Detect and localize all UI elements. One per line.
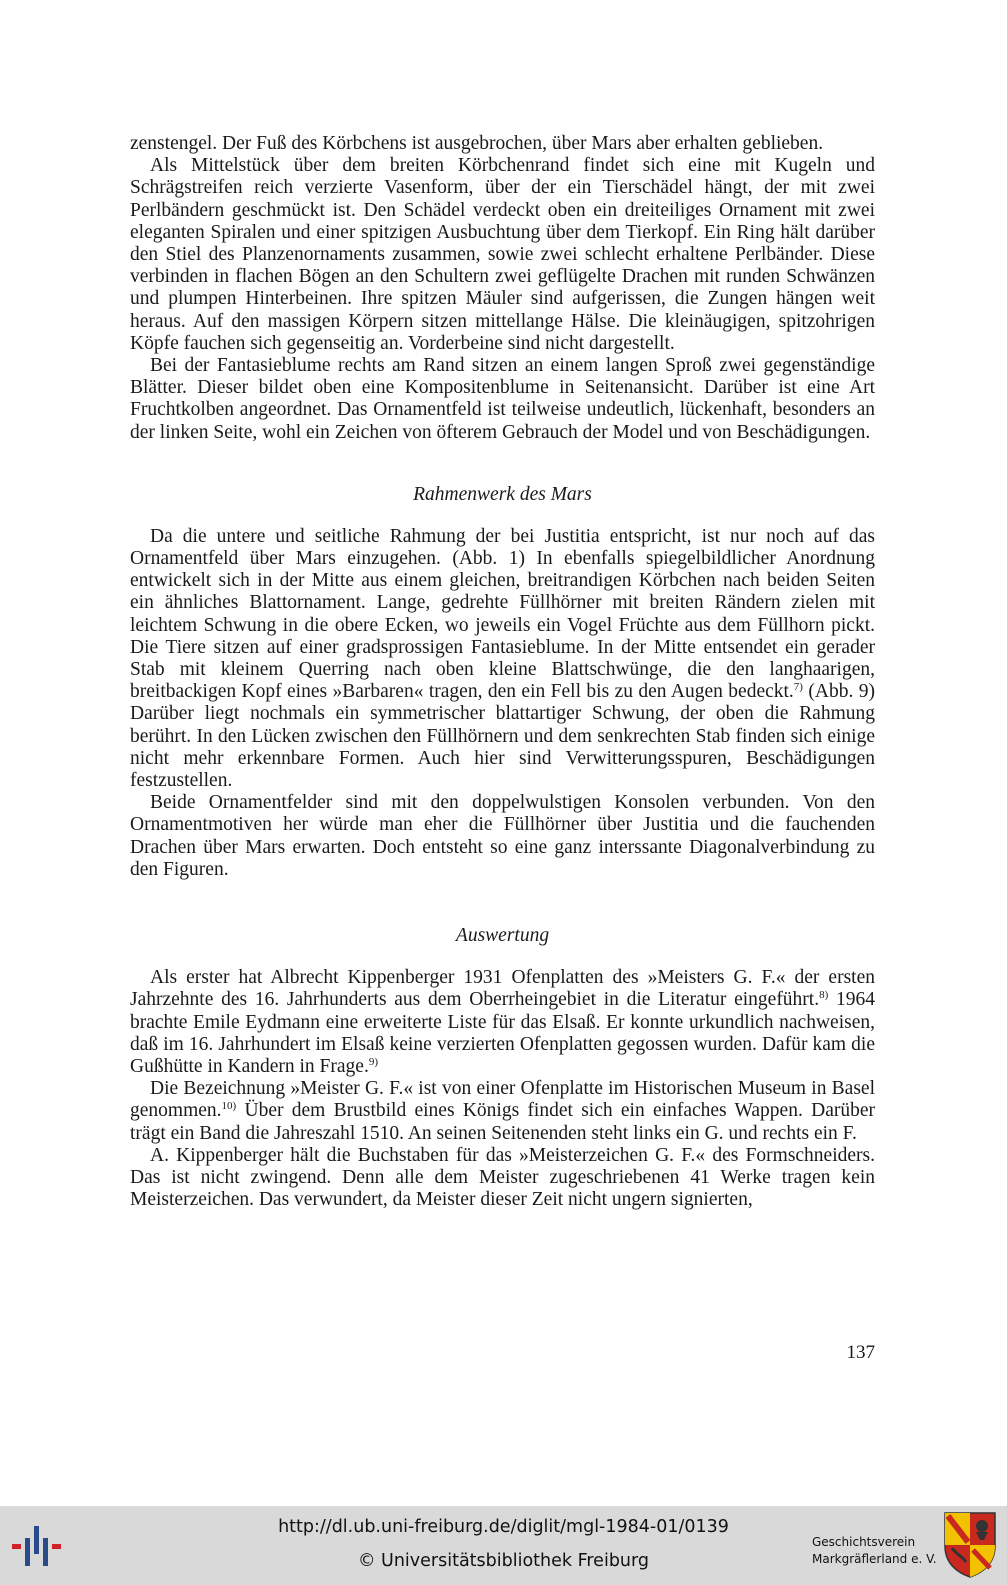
society-name-line: Markgräflerland e. V. (812, 1552, 937, 1566)
footnote-ref: 9) (368, 1055, 378, 1068)
paragraph: zenstengel. Der Fuß des Körbchens ist ausgebrochen, über Mars aber erhalten geblieben. (130, 133, 824, 154)
paragraph: Beide Ornamentfelder sind mit den doppelwulstigen Konsolen verbunden. Von den Ornamentmotiven her würde man eher die Füllhörner über Justitia und die fauchenden Drachen über Mars erwarten. Doch entsteht so eine ganz interssante Diagonalverbindung zu den Figuren. (130, 792, 875, 880)
paragraph (130, 1078, 875, 1145)
paragraph: Als Mittelstück über dem breiten Körbchenrand findet sich eine mit Kugeln und Schrägstreifen reich verzierte Vasenform, über der ein Tierschädel hängt, der mit zwei Perlbändern geschmückt ist. Den Schädel verdeckt oben ein dreiteiliges Ornament mit zwei eleganten Spiralen und einer spitzigen Ausbuchtung über dem Tierkopf. Ein Ring hält darüber den Stiel des Planzenornaments zusammen, sowie zwei schlecht erhaltene Perlbänder. Diese verbinden in flachen Bögen an den Schultern zwei geflügelte Drachen mit runden Schwänzen und plumpen Hinterbeinen. Ihre spitzen Mäuler sind aufgerissen, die Zungen hängen weit heraus. Auf den massigen Körpern sitzen mittellange Hälse. Die kleinäugigen, spitzohrigen Köpfe fauchen sich gegenseitig an. Vorderbeine sind nicht dargestellt. (130, 155, 875, 354)
section-heading-auswertung: Auswertung (455, 925, 550, 947)
society-name-line: Geschichtsverein (812, 1535, 916, 1549)
document-url-link[interactable]: http://dl.ub.uni-freiburg.de/diglit/mgl-1984-01/0139 (278, 1517, 729, 1537)
paragraph-text: (Abb. 9) Darüber liegt nochmals ein symmetrischer blattartiger Schwung, der oben die Rahmung berührt. In den Lücken zwischen den Füllhörnern und dem senkrechten Stab finden sich einige nicht mehr erkennbare Formen. Auch hier sind Verwitterungsspuren, Beschädigungen festzustellen. (130, 681, 875, 792)
society-name (812, 1534, 937, 1568)
paragraph: Bei der Fantasieblume rechts am Rand sitzen an einem langen Sproß zwei gegenständige Blätter. Dieser bildet oben eine Kompositenblume in Seitenansicht. Darüber ist eine Art Fruchtkolben angeordnet. Das Ornamentfeld ist teilweise undeutlich, lückenhaft, besonders an der linken Seite, wohl ein Zeichen von öfterem Gebrauch der Model und von Beschädigungen. (130, 355, 875, 443)
paragraph (130, 967, 875, 1078)
paragraph-text: Die Bezeichnung »Meister G. F.« ist von einer Ofenplatte im Historischen Museum in Basel genommen. (130, 1078, 875, 1122)
footer-bar (0, 1506, 1007, 1585)
footnote-ref: 10) (221, 1100, 237, 1113)
paragraph-text: Als erster hat Albrecht Kippenberger 1931 Ofenplatten des »Meisters G. F.« der ersten Jahrzehnte des 16. Jahrhunderts aus dem Oberrheingebiet in die Literatur eingeführt. (130, 967, 875, 1011)
section-heading-rahmenwerk: Rahmenwerk des Mars (413, 483, 592, 505)
paragraph-text: 1964 brachte Emile Eydmann eine erweiterte Liste für das Elsaß. Er konnte urkundlich nachweisen, daß im 16. Jahrhundert im Elsaß keine verzierten Ofenplatten gegossen wurden. Dafür kam die Gußhütte in Kandern in Frage. (130, 989, 876, 1077)
page-body (130, 133, 875, 1211)
copyright-text: © Universitätsbibliothek Freiburg (357, 1551, 650, 1571)
paragraph-text: Da die untere und seitliche Rahmung der bei Justitia entspricht, ist nur noch auf das Ornamentfeld über Mars einzugehen. (Abb. 1) In ebenfalls spiegelbildlicher Anordnung entwickelt sich in der Mitte aus einem gleichen, breitrandigen Körbchen nach beiden Seiten ein ähnliches Blattornament. Lange, gedrehte Füllhörner mit breiten Rändern zielen mit leichtem Schwung in die obere Ecken, wo jeweils ein Vogel Früchte aus dem Füllhorn pickt. Die Tiere sitzen auf einer gradsprossigen Fantasieblume. In der Mitte entsendet ein gerader Stab mit kleinem Querring nach oben kleine Blattschwünge, die den langhaarigen, breitbackigen Kopf eines »Barbaren« tragen, den ein Fell bis zu den Augen bedeckt. (130, 525, 875, 703)
coat-of-arms-icon (944, 1512, 996, 1578)
page-number: 137 (846, 1342, 875, 1363)
paragraph (130, 526, 875, 792)
paragraph: A. Kippenberger hält die Buchstaben für das »Meisterzeichen G. F.« des Formschneiders. Das ist nicht zwingend. Denn alle dem Meister zugeschriebenen 41 Werke tragen kein Meisterzeichen. Das verwundert, da Meister dieser Zeit nicht ungern signierten, (130, 1144, 875, 1211)
paragraph-text: Über dem Brustbild eines Königs findet sich ein einfaches Wappen. Darüber trägt ein Band die Jahreszahl 1510. An seinen Seitenenden steht links ein G. und rechts ein F. (130, 1100, 875, 1144)
footnote-ref: 7) (793, 681, 803, 694)
footnote-ref: 8) (819, 989, 829, 1002)
